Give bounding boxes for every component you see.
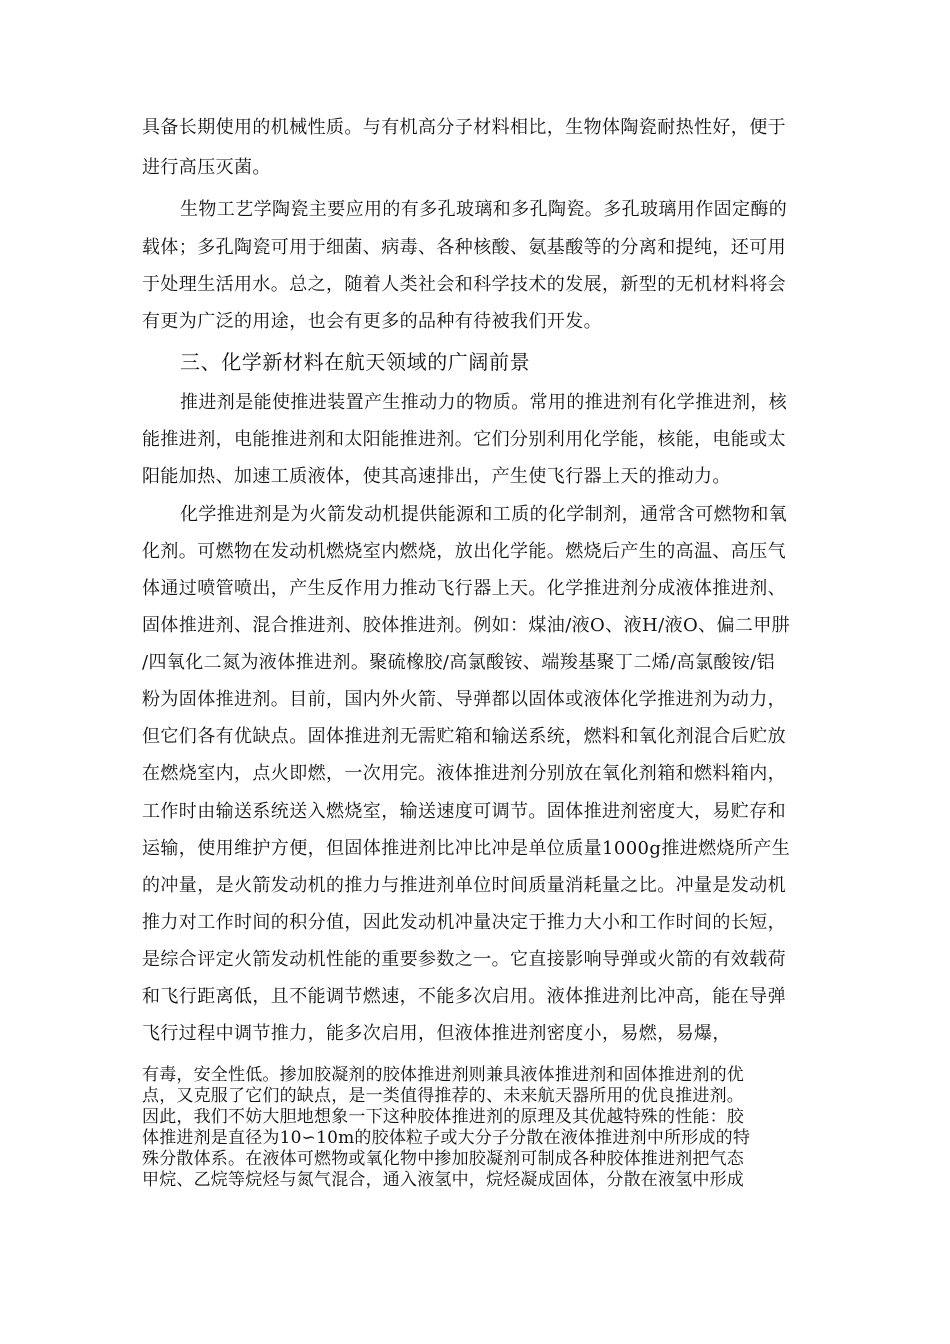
text-line: 工作时由输送系统送入燃烧室，输送速度可调节。固体推进剂密度大，易贮存和 — [142, 801, 786, 822]
text-line: 的冲量，是火箭发动机的推力与推进剂单位时间质量消耗量之比。冲量是发动机 — [142, 875, 786, 896]
text-line: 推力对工作时间的积分值，因此发动机冲量决定于推力大小和工作时间的长短， — [142, 912, 786, 933]
text-line: 点，又克服了它们的缺点，是一类值得推荐的、未来航天器所用的优良推进剂。 — [142, 1086, 744, 1106]
text-line: /四氧化二氮为液体推进剂。聚硫橡胶/高氯酸铵、端羧基聚丁二烯/高氯酸铵/铝 — [142, 652, 776, 673]
text-line: 固体推进剂、混合推进剂、胶体推进剂。例如：煤油/液O、液H/液O、偏二甲肼 — [142, 615, 791, 636]
text-line: 和飞行距离低，且不能调节燃速，不能多次启用。液体推进剂比冲高，能在导弹 — [142, 986, 786, 1007]
text-line: 有更为广泛的用途，也会有更多的品种有待被我们开发。 — [142, 311, 602, 332]
text-line: 殊分散体系。在液体可燃物或氧化物中掺加胶凝剂可制成各种胶体推进剂把气态 — [142, 1149, 744, 1169]
text-line: 具备长期使用的机械性质。与有机高分子材料相比，生物体陶瓷耐热性好，便于 — [142, 117, 786, 138]
text-line: 阳能加热、加速工质液体，使其高速排出，产生使飞行器上天的推动力。 — [142, 466, 731, 487]
text-line: 在燃烧室内，点火即燃，一次用完。液体推进剂分别放在氧化剂箱和燃料箱内， — [142, 763, 786, 784]
text-line: 生物工艺学陶瓷主要应用的有多孔玻璃和多孔陶瓷。多孔玻璃用作固定酶的 — [180, 199, 788, 220]
text-line: 载体；多孔陶瓷可用于细菌、病毒、各种核酸、氨基酸等的分离和提纯，还可用 — [142, 237, 786, 258]
text-line: 但它们各有优缺点。固体推进剂无需贮箱和输送系统，燃料和氧化剂混合后贮放 — [142, 726, 786, 747]
section-heading: 三、化学新材料在航天领域的广阔前景 — [180, 350, 531, 374]
text-line: 推进剂是能使推进装置产生推动力的物质。常用的推进剂有化学推进剂，核 — [180, 392, 788, 413]
text-line: 能推进剂，电能推进剂和太阳能推进剂。它们分别利用化学能，核能，电能或太 — [142, 429, 786, 450]
text-line: 体推进剂是直径为10∽10m的胶体粒子或大分子分散在液体推进剂中所形成的特 — [142, 1128, 751, 1148]
text-line: 有毒，安全性低。掺加胶凝剂的胶体推进剂则兼具液体推进剂和固体推进剂的优 — [142, 1065, 744, 1085]
text-line: 运输，使用维护方便，但固体推进剂比冲比冲是单位质量1000g推进燃烧所产生 — [142, 838, 791, 859]
text-line: 体通过喷管喷出，产生反作用力推动飞行器上天。化学推进剂分成液体推进剂、 — [142, 578, 786, 599]
text-line: 飞行过程中调节推力，能多次启用，但液体推进剂密度小，易燃，易爆， — [142, 1023, 731, 1044]
text-line: 进行高压灭菌。 — [142, 157, 271, 178]
text-line: 化剂。可燃物在发动机燃烧室内燃烧，放出化学能。燃烧后产生的高温、高压气 — [142, 541, 786, 562]
text-line: 化学推进剂是为火箭发动机提供能源和工质的化学制剂，通常含可燃物和氧 — [180, 504, 788, 525]
text-line: 甲烷、乙烷等烷烃与氮气混合，通入液氢中，烷烃凝成固体，分散在液氢中形成 — [142, 1170, 744, 1190]
text-line: 因此，我们不妨大胆地想象一下这种胶体推进剂的原理及其优越特殊的性能：胶 — [142, 1107, 744, 1127]
text-line: 于处理生活用水。总之，随着人类社会和科学技术的发展，新型的无机材料将会 — [142, 274, 786, 295]
text-line: 粉为固体推进剂。目前，国内外火箭、导弹都以固体或液体化学推进剂为动力， — [142, 689, 786, 710]
text-line: 是综合评定火箭发动机性能的重要参数之一。它直接影响导弹或火箭的有效载荷 — [142, 949, 786, 970]
